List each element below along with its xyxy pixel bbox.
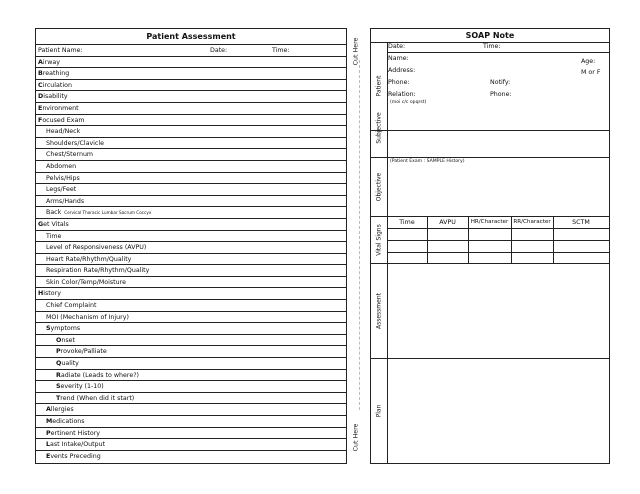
plan-section xyxy=(371,359,609,463)
pa-row-head-neck: Head/Neck xyxy=(36,126,346,138)
phone2-label: Phone: xyxy=(490,91,512,98)
pa-row-arms: Arms/Hands xyxy=(36,196,346,208)
subjective-hint: (moi c/c opqrst) xyxy=(390,100,427,105)
relation-label: Relation: xyxy=(388,91,416,98)
pa-row-disability: Disability xyxy=(36,91,346,103)
assessment-label: Assessment xyxy=(371,264,388,358)
cut-here-top: Cut Here xyxy=(352,37,360,66)
pa-row-symptoms: Symptoms xyxy=(36,323,346,335)
pa-row-legs: Legs/Feet xyxy=(36,184,346,196)
pa-row-radiate: Radiate (Leads to where?) xyxy=(36,370,346,382)
objective-section xyxy=(371,158,609,217)
vs-col-hr: HR/Character xyxy=(470,219,509,225)
vital-signs-section xyxy=(371,217,609,264)
name-label: Name: xyxy=(388,55,409,62)
pa-row-shoulders: Shoulders/Clavicle xyxy=(36,138,346,150)
pa-row-moi: MOI (Mechanism of Injury) xyxy=(36,312,346,324)
pa-row-history: History xyxy=(36,288,346,300)
subjective-section xyxy=(371,99,609,158)
pa-row-pertinent: Pertinent History xyxy=(36,428,346,440)
pa-row-severity: Severity (1-10) xyxy=(36,381,346,393)
vs-col-avpu: AVPU xyxy=(439,219,456,226)
plan-label: Plan xyxy=(371,359,388,463)
phone-label: Phone: xyxy=(388,79,410,86)
soap-title: SOAP Note xyxy=(371,29,609,43)
vs-col-rr: RR/Character xyxy=(513,219,551,225)
pa-row-loc: Level of Responsiveness (AVPU) xyxy=(36,242,346,254)
pa-row-rr: Respiration Rate/Rhythm/Quality xyxy=(36,265,346,277)
patient-name-label: Patient Name: xyxy=(38,47,83,54)
patient-assessment-title: Patient Assessment xyxy=(36,29,346,45)
objective-hint: (Patient Exam : SAMPLE History) xyxy=(390,159,465,164)
sex-label: M or F xyxy=(581,69,601,76)
vital-signs-label: Vital Signs xyxy=(371,217,388,263)
patient-section-label: Patient xyxy=(371,42,388,130)
pa-row-time: Time xyxy=(36,231,346,243)
pa-row-events: Events Preceding xyxy=(46,452,101,460)
pa-row-pelvis: Pelvis/Hips xyxy=(36,173,346,185)
vital-signs-grid xyxy=(387,217,609,263)
pa-row-trend: Trend (When did it start) xyxy=(36,393,346,405)
pa-row-back: Back Cervical Thoracic Lumbar Sacrum Coccyx xyxy=(36,207,346,219)
objective-label: Objective xyxy=(371,158,388,216)
age-label: Age: xyxy=(581,58,596,65)
pa-row-environment: Environment xyxy=(36,103,346,115)
soap-time-label: Time: xyxy=(483,43,501,50)
date-label: Date: xyxy=(210,47,228,54)
cut-here-bottom: Cut Here xyxy=(352,423,360,452)
pa-row-medications: Medications xyxy=(36,416,346,428)
pa-row-hr: Heart Rate/Rhythm/Quality xyxy=(36,254,346,266)
pa-row-quality: Quality xyxy=(36,358,346,370)
pa-row-get-vitals: Get Vitals xyxy=(36,219,346,231)
pa-row-skin: Skin Color/Temp/Moisture xyxy=(36,277,346,289)
pa-row-provoke: Provoke/Palliate xyxy=(36,346,346,358)
notify-label: Notify: xyxy=(490,79,511,86)
patient-header-row xyxy=(36,45,346,57)
pa-row-last-intake: Last Intake/Output xyxy=(36,439,346,451)
patient-assessment-form xyxy=(35,28,347,464)
subjective-label: Subjective xyxy=(371,99,388,157)
pa-row-onset: Onset xyxy=(36,335,346,347)
vs-col-time: Time xyxy=(399,219,415,226)
pa-row-breathing: Breathing xyxy=(36,68,346,80)
assessment-section xyxy=(371,264,609,359)
soap-note-form xyxy=(370,28,610,464)
soap-date-label: Date: xyxy=(388,43,406,50)
cut-line xyxy=(359,60,360,410)
pa-row-allergies: Allergies xyxy=(36,404,346,416)
pa-row-focused-exam: Focused Exam xyxy=(36,115,346,127)
pa-row-chief: Chief Complaint xyxy=(36,300,346,312)
pa-row-circulation: Circulation xyxy=(36,80,346,92)
vs-col-sctm: SCTM xyxy=(572,219,590,226)
address-label: Address: xyxy=(388,67,416,74)
time-label: Time: xyxy=(272,47,290,54)
pa-row-airway: Airway xyxy=(36,57,346,69)
pa-row-chest: Chest/Sternum xyxy=(36,149,346,161)
pa-row-abdomen: Abdomen xyxy=(36,161,346,173)
